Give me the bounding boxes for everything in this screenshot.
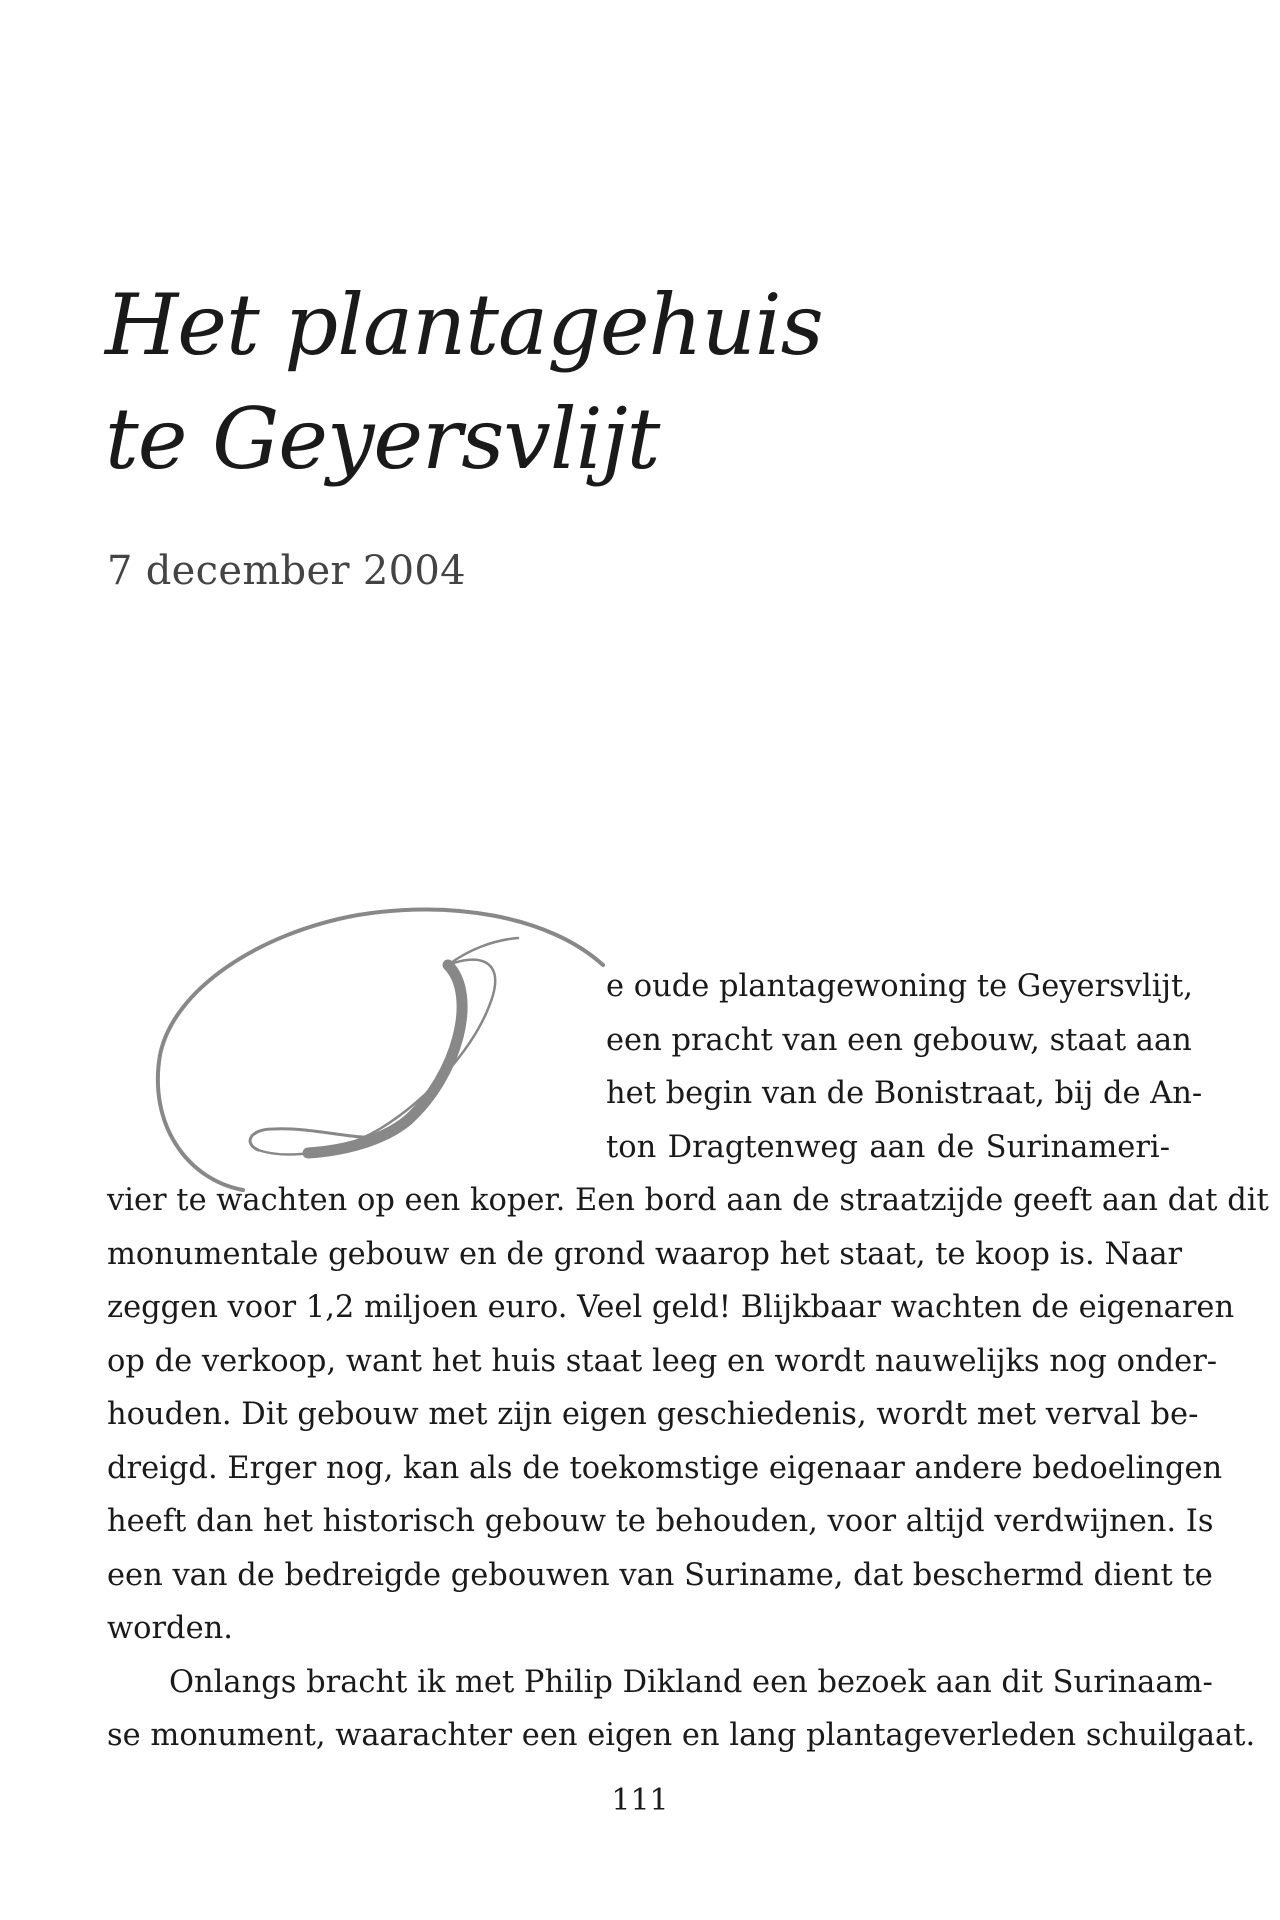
paragraph-1-line-12: een van de bedreigde gebouwen van Suriname, dat beschermd dient te xyxy=(107,1557,1213,1593)
paragraph-2-line-1: Onlangs bracht ik met Philip Dikland een bezoek aan dit Surinaam- xyxy=(169,1664,1213,1700)
page-title xyxy=(105,268,823,496)
paragraph-1-line-9: houden. Dit gebouw met zijn eigen geschiedenis, wordt met verval be- xyxy=(107,1397,1199,1432)
paragraph-1-line-8: op de verkoop, want het huis staat leeg en wordt nauwelijks nog onder- xyxy=(107,1343,1218,1379)
page-number: 111 xyxy=(611,1783,669,1818)
paragraph-1-line-2: een pracht van een gebouw, staat aan xyxy=(606,1022,1192,1058)
paragraph-1-line-5: vier te wachten op een koper. Een bord aan de straatzijde geeft aan dat dit xyxy=(107,1183,1269,1218)
paragraph-1-line-11: heeft dan het historisch gebouw te behouden, voor altijd verdwijnen. Is xyxy=(107,1504,1214,1539)
paragraph-1-line-6: monumentale gebouw en de grond waarop het staat, te koop is. Naar xyxy=(107,1236,1183,1272)
article-date: 7 december 2004 xyxy=(107,548,466,594)
title-line-1: Het plantagehuis xyxy=(105,276,823,374)
paragraph-1-line-13: worden. xyxy=(107,1611,233,1646)
paragraph-1-line-4: ton Dragtenweg aan de Surinameri- xyxy=(606,1129,1170,1165)
paragraph-1-line-3: het begin van de Bonistraat, bij de An- xyxy=(606,1076,1203,1111)
paragraph-2-line-2: se monument, waarachter een eigen en lang plantageverleden schuilgaat. xyxy=(107,1718,1256,1753)
paragraph-1-line-1: e oude plantagewoning te Geyersvlijt, xyxy=(606,969,1193,1004)
title-line-2: te Geyersvlijt xyxy=(105,390,660,488)
paragraph-1-line-10: dreigd. Erger nog, kan als de toekomstige eigenaar andere bedoelingen xyxy=(107,1450,1223,1486)
paragraph-1-line-7: zeggen voor 1,2 miljoen euro. Veel geld! Blijkbaar wachten de eigenaren xyxy=(107,1290,1235,1325)
article-body xyxy=(107,960,1269,1763)
